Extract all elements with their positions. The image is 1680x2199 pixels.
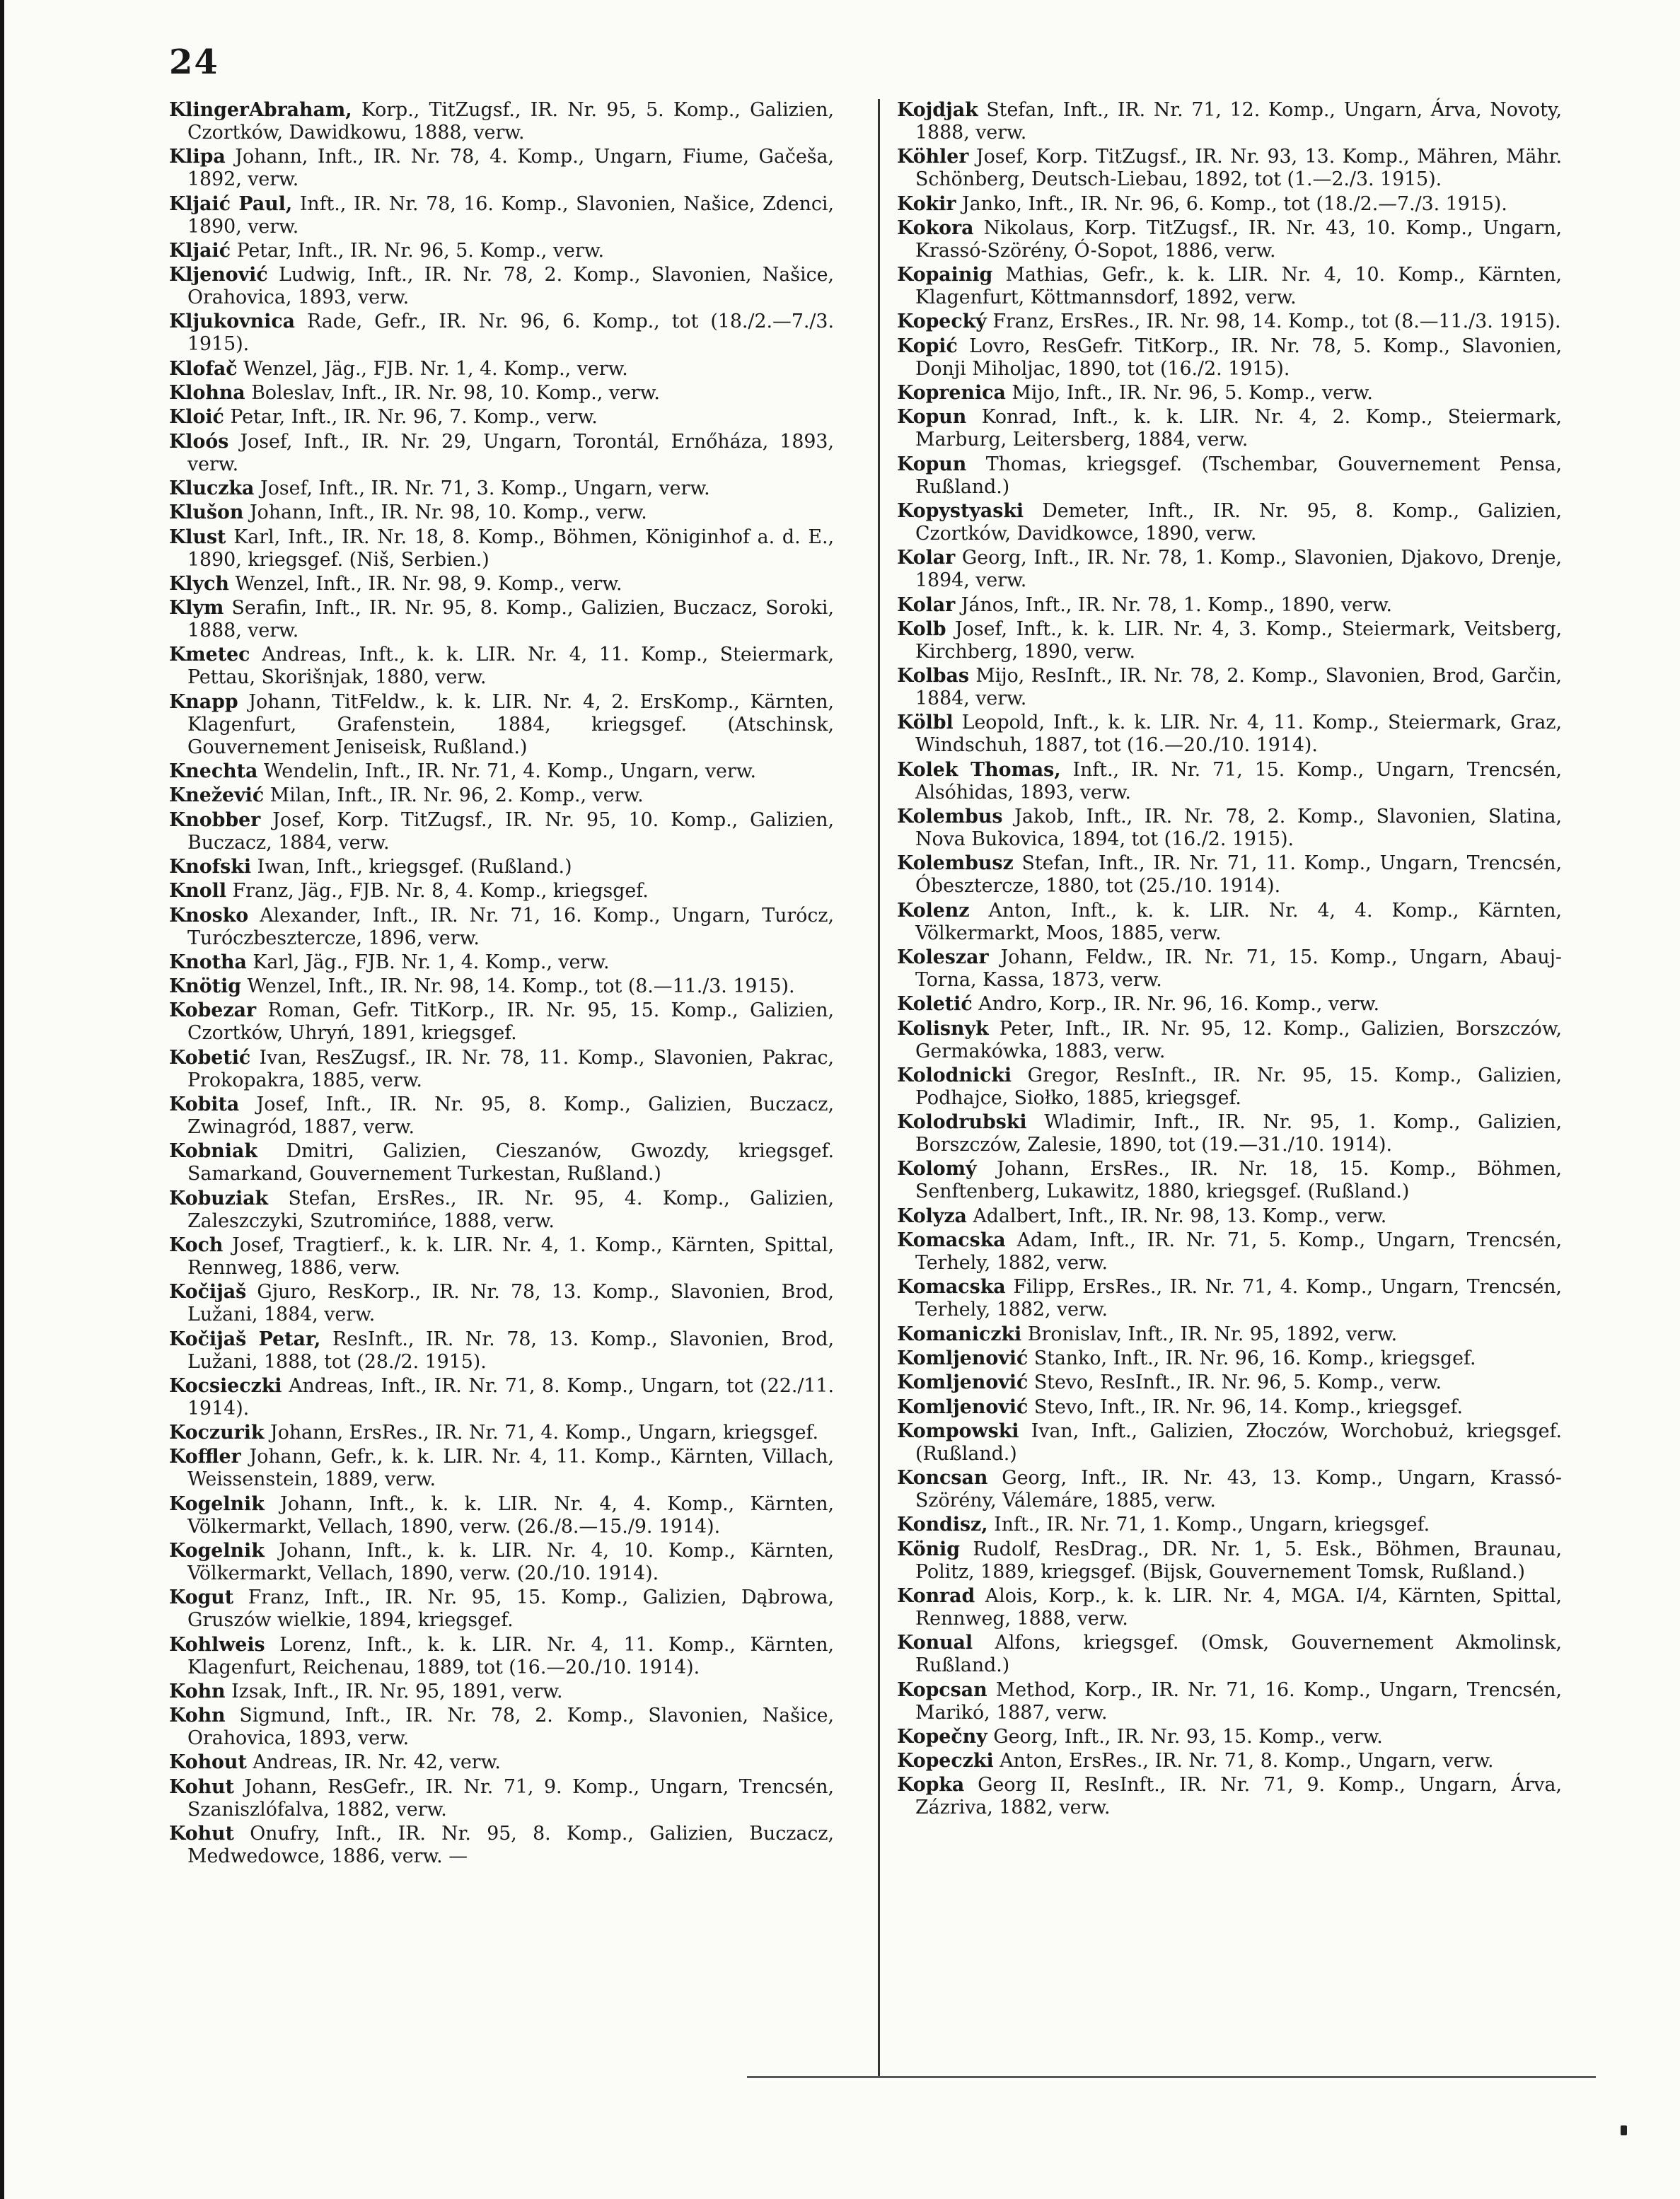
register-entry [897, 406, 1562, 451]
entry-details: Wenzel, Inft., IR. Nr. 98, 14. Komp., tot (8.—11./3. 1915). [247, 975, 795, 998]
entry-details: Korp., TitZugsf., IR. Nr. 95, 5. Komp., Galizien, Czortków, Dawidkowu, 1888, verw. [187, 99, 834, 144]
entry-surname: Knosko [169, 904, 249, 927]
entry-surname: Kogelnik [169, 1539, 265, 1562]
entry-surname: Kljukovnica [169, 311, 296, 333]
entry-details: Josef, Inft., IR. Nr. 95, 8. Komp., Galizien, Buczacz, Zwinagród, 1887, verw. [187, 1093, 834, 1139]
register-entry [169, 1776, 834, 1821]
entry-surname: Kopečny [897, 1725, 987, 1748]
entry-details: Mijo, Inft., IR. Nr. 96, 5. Komp., verw. [1012, 382, 1373, 405]
register-entry [169, 477, 834, 500]
entry-details: Andreas, Inft., IR. Nr. 71, 8. Komp., Ungarn, tot (22./11. 1914). [187, 1374, 834, 1420]
entry-surname: Kohout [169, 1751, 247, 1774]
entry-details: Franz, ErsRes., IR. Nr. 98, 14. Komp., tot (8.—11./3. 1915). [992, 311, 1561, 333]
register-entry [897, 712, 1562, 757]
entry-details: Stefan, Inft., IR. Nr. 71, 12. Komp., Ungarn, Árva, Novoty, 1888, verw. [915, 99, 1562, 144]
register-entry [169, 691, 834, 759]
register-entry [169, 809, 834, 854]
register-entry [897, 1420, 1562, 1466]
register-entry [897, 1111, 1562, 1156]
entry-details: Jakob, Inft., IR. Nr. 78, 2. Komp., Slavonien, Slatina, Nova Bukovica, 1894, tot (16./2. 1915). [915, 806, 1562, 851]
register-entry [169, 1681, 834, 1703]
entry-surname: Kölbl [897, 712, 954, 734]
register-entry [897, 1323, 1562, 1346]
entry-surname: Kloić [169, 406, 224, 429]
entry-surname: Komljenović [897, 1371, 1029, 1394]
entry-surname: Kokora [897, 216, 974, 239]
entry-details: Stevo, Inft., IR. Nr. 96, 14. Komp., kriegsgef. [1033, 1396, 1464, 1418]
entry-surname: Kljenović [169, 264, 268, 286]
entry-details: Wenzel, Inft., IR. Nr. 98, 9. Komp., verw. [235, 572, 622, 595]
entry-details: Andreas, Inft., k. k. LIR. Nr. 4, 11. Komp., Steiermark, Pettau, Skorišnjak, 1880, verw. [187, 644, 834, 689]
entry-surname: Kluczka [169, 477, 255, 499]
entry-surname: Knežević [169, 784, 265, 807]
entry-surname: Kobita [169, 1093, 240, 1116]
register-entry [897, 217, 1562, 262]
entry-surname: Komljenović [897, 1347, 1029, 1369]
register-entry [169, 597, 834, 642]
entry-details: Mathias, Gefr., k. k. LIR. Nr. 4, 10. Komp., Kärnten, Klagenfurt, Köttmannsdorf, 1892, verw. [915, 264, 1562, 309]
register-entry [897, 500, 1562, 545]
entry-surname: Koprenica [897, 382, 1006, 405]
entry-surname: Kolar [897, 593, 956, 616]
left-column [169, 99, 834, 1869]
entry-details: Georg II, ResInft., IR. Nr. 71, 9. Komp., Ungarn, Árva, Zázriva, 1882, verw. [915, 1774, 1562, 1819]
entry-surname: Knofski [169, 855, 252, 878]
entry-details: Milan, Inft., IR. Nr. 96, 2. Komp., verw. [270, 784, 644, 807]
register-entry [169, 1751, 834, 1774]
entry-details: Johann, ErsRes., IR. Nr. 18, 15. Komp., Böhmen, Senftenberg, Lukawitz, 1880, kriegsgef. (Rußland.) [915, 1158, 1562, 1203]
register-entry [897, 193, 1562, 216]
entry-surname: Kobniak [169, 1140, 257, 1163]
register-entry [169, 146, 834, 191]
entry-surname: Konrad [897, 1584, 975, 1607]
entry-details: Wenzel, Jäg., FJB. Nr. 1, 4. Komp., verw. [243, 357, 628, 380]
entry-details: Bronislav, Inft., IR. Nr. 95, 1892, verw. [1027, 1323, 1398, 1345]
entry-details: Rade, Gefr., IR. Nr. 96, 6. Komp., tot (18./2.—7./3. 1915). [187, 311, 834, 356]
entry-details: Dmitri, Galizien, Cieszanów, Gwozdy, kriegsgef. Samarkand, Gouvernement Turkestan, Rußland.) [187, 1140, 834, 1185]
register-entry [897, 1514, 1562, 1536]
entry-surname: Kobuziak [169, 1187, 269, 1209]
entry-surname: Klušon [169, 501, 244, 524]
entry-details: Demeter, Inft., IR. Nr. 95, 8. Komp., Galizien, Czortków, Davidkowce, 1890, verw. [915, 499, 1563, 545]
entry-surname: Kolenz [897, 899, 970, 922]
entry-details: Georg, Inft., IR. Nr. 43, 13. Komp., Ungarn, Krassó-Szörény, Válemáre, 1885, verw. [915, 1467, 1562, 1512]
entry-surname: Kopun [897, 406, 967, 429]
entry-details: Josef, Tragtierf., k. k. LIR. Nr. 4, 1. Komp., Kärnten, Spittal, Rennweg, 1886, verw. [187, 1234, 834, 1279]
entry-details: Johann, Gefr., k. k. LIR. Nr. 4, 11. Komp., Kärnten, Villach, Weissenstein, 1889, verw. [187, 1446, 834, 1491]
entry-details: Johann, Inft., IR. Nr. 78, 4. Komp., Ungarn, Fiume, Gačeša, 1892, verw. [187, 146, 834, 191]
entry-surname: Komacska [897, 1229, 1006, 1252]
entry-surname: Kobezar [169, 999, 257, 1022]
register-entry [169, 856, 834, 878]
register-entry [169, 1234, 834, 1280]
register-entry [169, 975, 834, 998]
entry-details: Alois, Korp., k. k. LIR. Nr. 4, MGA. I/4, Kärnten, Spittal, Rennweg, 1888, verw. [915, 1584, 1562, 1630]
entry-surname: KlingerAbraham, [169, 99, 352, 121]
register-entry [169, 1446, 834, 1491]
entry-surname: Kondisz, [897, 1514, 988, 1536]
entry-details: Adam, Inft., IR. Nr. 71, 5. Komp., Ungarn, Trencsén, Terhely, 1882, verw. [915, 1229, 1562, 1275]
register-entry [897, 1276, 1562, 1321]
register-entry [169, 573, 834, 596]
entry-surname: Kolembus [897, 806, 1003, 828]
register-entry [169, 1281, 834, 1326]
register-entry [897, 806, 1562, 851]
register-entry [169, 1047, 834, 1092]
entry-surname: Kolbas [897, 665, 969, 687]
entry-surname: Klohna [169, 382, 245, 405]
entry-surname: Koncsan [897, 1467, 988, 1490]
entry-details: Stanko, Inft., IR. Nr. 96, 16. Komp., kriegsgef. [1033, 1347, 1476, 1369]
entry-surname: Kopcsan [897, 1678, 987, 1701]
register-entry [169, 240, 834, 262]
entry-surname: Koczurik [169, 1422, 265, 1444]
entry-surname: Kolodrubski [897, 1111, 1027, 1134]
register-entry [169, 193, 834, 238]
register-entry [897, 311, 1562, 333]
register-entry [897, 453, 1562, 499]
register-entry [897, 264, 1562, 309]
right-column [897, 99, 1562, 1821]
register-entry [169, 1493, 834, 1538]
entry-details: Petar, Inft., IR. Nr. 96, 7. Komp., verw. [230, 406, 598, 429]
entry-surname: Knötig [169, 975, 241, 998]
entry-details: Iwan, Inft., kriegsgef. (Rußland.) [257, 855, 572, 878]
register-entry [897, 900, 1562, 945]
entry-surname: Knapp [169, 690, 238, 713]
entry-details: ResInft., IR. Nr. 78, 13. Komp., Slavonien, Brod, Lužani, 1888, tot (28./2. 1915). [187, 1328, 834, 1373]
entry-details: Wendelin, Inft., IR. Nr. 71, 4. Komp., Ungarn, verw. [263, 760, 756, 783]
register-entry [169, 406, 834, 429]
entry-details: Josef, Korp. TitZugsf., IR. Nr. 93, 13. Komp., Mähren, Mähr. Schönberg, Deutsch-Liebau, 1892, tot (1.—2./3. 1915). [915, 146, 1562, 191]
register-entry [897, 1064, 1562, 1110]
entry-surname: Kogelnik [169, 1492, 265, 1515]
entry-surname: Kočijaš [169, 1281, 247, 1304]
entry-details: Method, Korp., IR. Nr. 71, 16. Komp., Ungarn, Trencsén, Marikó, 1887, verw. [915, 1678, 1562, 1724]
register-entry [169, 431, 834, 476]
page-number: 24 [169, 42, 219, 82]
entry-details: Alfons, kriegsgef. (Omsk, Gouvernement Akmolinsk, Rußland.) [915, 1632, 1562, 1677]
entry-surname: Kolyza [897, 1205, 967, 1227]
entry-details: Stefan, ErsRes., IR. Nr. 95, 4. Komp., Galizien, Zaleszczyki, Szutromińce, 1888, verw. [187, 1187, 834, 1232]
entry-surname: Konual [897, 1632, 973, 1654]
entry-details: Wladimir, Inft., IR. Nr. 95, 1. Komp., Galizien, Borszczów, Zalesie, 1890, tot (19.—31./10. 1914). [915, 1111, 1562, 1156]
register-entry [897, 1467, 1562, 1512]
entry-details: Josef, Korp. TitZugsf., IR. Nr. 95, 10. Komp., Galizien, Buczacz, 1884, verw. [187, 808, 834, 854]
register-entry [169, 526, 834, 571]
register-entry [169, 1140, 834, 1185]
entry-surname: Komljenović [897, 1396, 1029, 1418]
entry-surname: Koffler [169, 1446, 241, 1468]
entry-surname: Kogut [169, 1586, 234, 1609]
entry-surname: Kolembusz [897, 852, 1014, 875]
register-entry [897, 1158, 1562, 1203]
register-entry [897, 594, 1562, 617]
entry-details: Roman, Gefr. TitKorp., IR. Nr. 95, 15. Komp., Galizien, Czortków, Uhryń, 1891, kriegsgef. [187, 999, 834, 1045]
entry-details: Andreas, IR. Nr. 42, verw. [253, 1751, 501, 1774]
bottom-mark [1621, 2125, 1627, 2135]
entry-surname: Kolodnicki [897, 1064, 1012, 1086]
entry-details: Johann, Inft., k. k. LIR. Nr. 4, 4. Komp., Kärnten, Völkermarkt, Vellach, 1890, verw. (26./8.—15./9. 1914). [187, 1492, 835, 1538]
entry-details: Leopold, Inft., k. k. LIR. Nr. 4, 11. Komp., Steiermark, Graz, Windschuh, 1887, tot (16.—20./10. 1914). [915, 712, 1562, 757]
register-entry [169, 1375, 834, 1420]
entry-surname: Kojdjak [897, 99, 978, 121]
register-entry [169, 951, 834, 974]
entry-details: Inft., IR. Nr. 71, 15. Komp., Ungarn, Trencsén, Alsóhidas, 1893, verw. [915, 758, 1562, 803]
register-entry [897, 1371, 1562, 1394]
register-entry [169, 1188, 834, 1233]
entry-details: Sigmund, Inft., IR. Nr. 78, 2. Komp., Slavonien, Našice, Orahovica, 1893, verw. [187, 1705, 834, 1750]
entry-details: Franz, Inft., IR. Nr. 95, 15. Komp., Galizien, Dąbrowa, Gruszów wielkie, 1894, kriegsgef. [187, 1586, 834, 1632]
register-entry [897, 993, 1562, 1016]
register-entry [169, 1540, 834, 1585]
entry-details: Janko, Inft., IR. Nr. 96, 6. Komp., tot (18./2.—7./3. 1915). [961, 192, 1507, 215]
entry-surname: Kloós [169, 430, 229, 453]
entry-surname: Knoll [169, 880, 227, 903]
register-entry [169, 1634, 834, 1679]
entry-surname: Klym [169, 597, 224, 620]
entry-details: Gregor, ResInft., IR. Nr. 95, 15. Komp., Galizien, Podhajce, Siołko, 1885, kriegsgef. [915, 1064, 1562, 1109]
entry-details: Filipp, ErsRes., IR. Nr. 71, 4. Komp., Ungarn, Trencsén, Terhely, 1882, verw. [915, 1276, 1562, 1321]
register-entry [897, 618, 1562, 663]
entry-surname: Kopić [897, 335, 958, 357]
entry-details: Peter, Inft., IR. Nr. 95, 12. Komp., Galizien, Borszczów, Germakówka, 1883, verw. [915, 1017, 1562, 1062]
register-entry [169, 1586, 834, 1632]
entry-surname: Komaniczki [897, 1323, 1022, 1345]
entry-details: Ivan, Inft., Galizien, Złoczów, Worchobuż, kriegsgef. (Rußland.) [915, 1420, 1562, 1465]
entry-surname: Kohlweis [169, 1633, 265, 1656]
register-entry [897, 665, 1562, 710]
entry-details: Andro, Korp., IR. Nr. 96, 16. Komp., verw. [978, 993, 1379, 1016]
entry-surname: Klych [169, 572, 229, 595]
register-entry [169, 1823, 834, 1868]
entry-details: Ivan, ResZugsf., IR. Nr. 78, 11. Komp., Slavonien, Pakrac, Prokopakra, 1885, verw. [187, 1046, 834, 1091]
entry-details: Georg, Inft., IR. Nr. 78, 1. Komp., Slavonien, Djakovo, Drenje, 1894, verw. [915, 547, 1562, 592]
entry-details: Johann, Feldw., IR. Nr. 71, 15. Komp., Ungarn, Abauj-Torna, Kassa, 1873, verw. [915, 946, 1562, 991]
entry-details: Anton, Inft., k. k. LIR. Nr. 4, 4. Komp., Kärnten, Völkermarkt, Moos, 1885, verw. [915, 899, 1562, 944]
register-entry [897, 1632, 1562, 1677]
entry-details: Thomas, kriegsgef. (Tschembar, Gouvernement Pensa, Rußland.) [915, 453, 1562, 498]
entry-surname: Knotha [169, 951, 247, 973]
entry-details: Ludwig, Inft., IR. Nr. 78, 2. Komp., Slavonien, Našice, Orahovica, 1893, verw. [187, 264, 834, 309]
register-entry [169, 1328, 834, 1374]
entry-surname: Kočijaš Petar, [169, 1328, 321, 1350]
entry-surname: Kohn [169, 1705, 226, 1727]
register-entry [897, 852, 1562, 898]
entry-details: Johann, TitFeldw., k. k. LIR. Nr. 4, 2. ErsKomp., Kärnten, Klagenfurt, Grafenstein, 1884, kriegsgef. (Atschinsk, Gouvernement Jeniseisk, Rußland.) [187, 690, 834, 758]
entry-surname: Knobber [169, 808, 261, 831]
register-entry [897, 146, 1562, 191]
entry-surname: Kolomý [897, 1158, 977, 1180]
entry-surname: Kohn [169, 1680, 226, 1702]
register-entry [169, 999, 834, 1045]
register-entry [897, 1229, 1562, 1275]
entry-details: Lovro, ResGefr. TitKorp., IR. Nr. 78, 5. Komp., Slavonien, Donji Miholjac, 1890, tot (16./2. 1915). [915, 335, 1562, 380]
entry-surname: Koletić [897, 993, 973, 1016]
entry-surname: Kmetec [169, 644, 250, 666]
entry-surname: Kolek Thomas, [897, 758, 1061, 781]
register-entry [169, 784, 834, 807]
entry-surname: Klofač [169, 357, 238, 380]
entry-surname: Kolisnyk [897, 1017, 989, 1040]
register-entry [897, 1347, 1562, 1370]
entry-surname: Kljaić Paul, [169, 192, 293, 215]
entry-details: Konrad, Inft., k. k. LIR. Nr. 4, 2. Komp., Steiermark, Marburg, Leitersberg, 1884, verw. [915, 406, 1562, 451]
register-entry [169, 760, 834, 783]
entry-surname: Knechta [169, 760, 258, 783]
register-entry [169, 905, 834, 950]
entry-details: Onufry, Inft., IR. Nr. 95, 8. Komp., Galizien, Buczacz, Medwedowce, 1886, verw. — [187, 1823, 834, 1868]
register-entry [169, 1422, 834, 1444]
entry-surname: Klust [169, 526, 226, 548]
entry-surname: Kohut [169, 1823, 234, 1845]
entry-details: Rudolf, ResDrag., DR. Nr. 1, 5. Esk., Böhmen, Braunau, Politz, 1889, kriegsgef. (Bijsk, Gouvernement Tomsk, Rußland.) [915, 1538, 1562, 1583]
register-entry [897, 335, 1562, 381]
entry-details: Nikolaus, Korp. TitZugsf., IR. Nr. 43, 10. Komp., Ungarn, Krassó-Szörény, Ó-Sopot, 1886, verw. [915, 216, 1562, 262]
entry-surname: Kokir [897, 192, 956, 215]
register-entry [897, 1538, 1562, 1584]
entry-details: Stevo, ResInft., IR. Nr. 96, 5. Komp., verw. [1033, 1371, 1442, 1394]
entry-surname: Kocsieczki [169, 1374, 282, 1397]
entry-details: Inft., IR. Nr. 71, 1. Komp., Ungarn, kriegsgef. [994, 1514, 1430, 1536]
register-entry [897, 946, 1562, 992]
register-entry [169, 644, 834, 689]
entry-details: Mijo, ResInft., IR. Nr. 78, 2. Komp., Slavonien, Brod, Garčin, 1884, verw. [915, 665, 1562, 710]
entry-details: Josef, Inft., IR. Nr. 71, 3. Komp., Ungarn, verw. [260, 477, 710, 499]
entry-surname: Kopecký [897, 311, 987, 333]
register-entry [897, 1205, 1562, 1228]
entry-surname: Koleszar [897, 946, 989, 968]
entry-surname: Koch [169, 1234, 224, 1256]
register-entry [897, 1726, 1562, 1748]
entry-details: Boleslav, Inft., IR. Nr. 98, 10. Komp., verw. [251, 382, 660, 405]
entry-details: Josef, Inft., k. k. LIR. Nr. 4, 3. Komp., Steiermark, Veitsberg, Kirchberg, 1890, verw. [915, 617, 1562, 663]
register-entry [897, 1679, 1562, 1724]
register-entry [169, 1705, 834, 1750]
entry-surname: Kobetić [169, 1046, 251, 1069]
entry-details: Karl, Inft., IR. Nr. 18, 8. Komp., Böhmen, Königinhof a. d. E., 1890, kriegsgef. (Niš, Serbien.) [187, 526, 834, 571]
register-entry [169, 311, 834, 356]
register-entry [169, 501, 834, 524]
register-entry [169, 358, 834, 381]
register-entry [897, 1018, 1562, 1063]
entry-details: Anton, ErsRes., IR. Nr. 71, 8. Komp., Ungarn, verw. [1000, 1750, 1494, 1772]
entry-surname: Kolb [897, 617, 946, 640]
register-entry [169, 880, 834, 903]
entry-surname: König [897, 1538, 960, 1560]
entry-surname: Köhler [897, 146, 969, 168]
entry-surname: Klipa [169, 146, 226, 168]
register-entry [897, 1585, 1562, 1630]
entry-surname: Kopainig [897, 264, 993, 286]
entry-surname: Kljaić [169, 239, 231, 262]
entry-details: Gjuro, ResKorp., IR. Nr. 78, 13. Komp., Slavonien, Brod, Lužani, 1884, verw. [187, 1281, 834, 1326]
entry-details: Johann, Inft., IR. Nr. 98, 10. Komp., verw. [249, 501, 647, 524]
entry-details: Serafin, Inft., IR. Nr. 95, 8. Komp., Galizien, Buczacz, Soroki, 1888, verw. [187, 597, 834, 642]
entry-surname: Kopun [897, 453, 967, 475]
entry-details: Izsak, Inft., IR. Nr. 95, 1891, verw. [231, 1680, 563, 1702]
register-entry [169, 264, 834, 309]
entry-details: Josef, Inft., IR. Nr. 29, Ungarn, Torontál, Ernőháza, 1893, verw. [187, 430, 834, 475]
register-entry [897, 382, 1562, 405]
entry-details: Inft., IR. Nr. 78, 16. Komp., Slavonien, Našice, Zdenci, 1890, verw. [187, 192, 834, 238]
register-entry [897, 99, 1562, 144]
entry-details: Petar, Inft., IR. Nr. 96, 5. Komp., verw. [236, 239, 604, 262]
column-divider [878, 99, 880, 2076]
register-entry [169, 1093, 834, 1139]
register-entry [897, 547, 1562, 592]
entry-surname: Kolar [897, 547, 956, 569]
entry-surname: Kompowski [897, 1420, 1019, 1442]
entry-surname: Kohut [169, 1775, 234, 1798]
register-entry [897, 759, 1562, 804]
entry-details: János, Inft., IR. Nr. 78, 1. Komp., 1890, verw. [961, 593, 1392, 616]
entry-details: Karl, Jäg., FJB. Nr. 1, 4. Komp., verw. [253, 951, 610, 973]
entry-details: Stefan, Inft., IR. Nr. 71, 11. Komp., Ungarn, Trencsén, Óbesztercze, 1880, tot (25./10. 1914). [915, 852, 1562, 898]
entry-surname: Kopka [897, 1774, 965, 1797]
entry-details: Franz, Jäg., FJB. Nr. 8, 4. Komp., kriegsgef. [232, 880, 649, 903]
register-entry [169, 382, 834, 405]
entry-details: Alexander, Inft., IR. Nr. 71, 16. Komp., Ungarn, Turócz, Turóczbesztercze, 1896, verw. [187, 904, 834, 949]
entry-details: Lorenz, Inft., k. k. LIR. Nr. 4, 11. Komp., Kärnten, Klagenfurt, Reichenau, 1889, tot (16.—20./10. 1914). [187, 1633, 834, 1678]
entry-surname: Kopeczki [897, 1750, 994, 1772]
entry-details: Georg, Inft., IR. Nr. 93, 15. Komp., verw. [993, 1725, 1383, 1748]
entry-surname: Komacska [897, 1276, 1006, 1299]
entry-surname: Kopystyaski [897, 499, 1024, 522]
entry-details: Johann, Inft., k. k. LIR. Nr. 4, 10. Komp., Kärnten, Völkermarkt, Vellach, 1890, verw. (20./10. 1914). [187, 1539, 834, 1584]
bottom-rule [747, 2076, 1596, 2078]
entry-details: Adalbert, Inft., IR. Nr. 98, 13. Komp., verw. [973, 1205, 1387, 1227]
register-entry [169, 99, 834, 144]
register-entry [897, 1750, 1562, 1772]
entry-details: Johann, ErsRes., IR. Nr. 71, 4. Komp., Ungarn, kriegsgef. [270, 1422, 818, 1444]
register-entry [897, 1396, 1562, 1419]
register-entry [897, 1774, 1562, 1819]
entry-details: Johann, ResGefr., IR. Nr. 71, 9. Komp., Ungarn, Trencsén, Szaniszlófalva, 1882, verw. [187, 1775, 834, 1821]
